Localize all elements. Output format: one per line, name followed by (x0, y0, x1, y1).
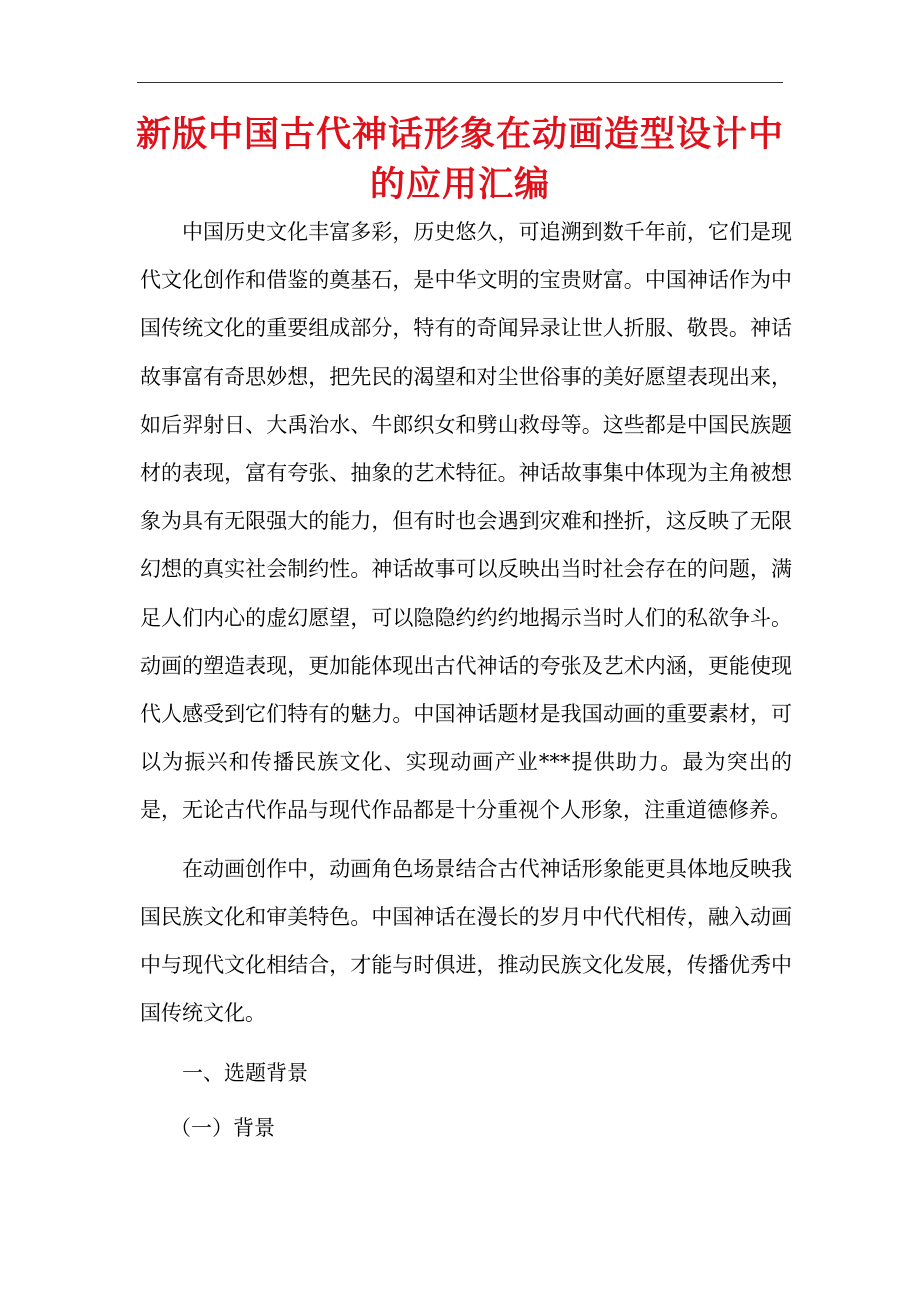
section-heading: 一、选题背景 (182, 1061, 308, 1086)
subsection-heading: （一）背景 (170, 1115, 275, 1140)
title-line-1: 新版中国古代神话形象在动画造型设计中 (135, 114, 784, 155)
paragraph-1: 中国历史文化丰富多彩，历史悠久，可追溯到数千年前，它们是现代文化创作和借鉴的奠基石，是中华文明的宝贵财富。中国神话作为中国传统文化的重要组成部分，特有的奇闻异录让世人折服、敬畏。神话故事富有奇思妙想，把先民的渴望和对尘世俗事的美好愿望表现出来，如后羿射日、大禹治水、牛郎织女和劈山救母等。这些都是中国民族题材的表现，富有夸张、抽象的艺术特征。神话故事集中体现为主角被想象为具有无限强大的能力，但有时也会遇到灾难和挫折，这反映了无限幻想的真实社会制约性。神话故事可以反映出当时社会存在的问题，满足人们内心的虚幻愿望，可以隐隐约约约地揭示当时人们的私欲争斗。动画的塑造表现，更加能体现出古代神话的夸张及艺术内涵，更能使现代人感受到它们特有的魅力。中国神话题材是我国动画的重要素材，可以为振兴和传播民族文化、实现动画产业***提供助力。最为突出的是，无论古代作品与现代作品都是十分重视个人形象，注重道德修养。 (140, 220, 792, 823)
document-body (140, 208, 792, 1152)
document-title (130, 110, 790, 210)
paragraph-2: 在动画创作中，动画角色场景结合古代神话形象能更具体地反映我国民族文化和审美特色。中国神话在漫长的岁月中代代相传，融入动画中与现代文化相结合，才能与时俱进，推动民族文化发展，传播优秀中国传统文化。 (140, 856, 792, 1026)
header-rule (137, 82, 783, 83)
title-line-2: 的应用汇编 (369, 164, 550, 205)
